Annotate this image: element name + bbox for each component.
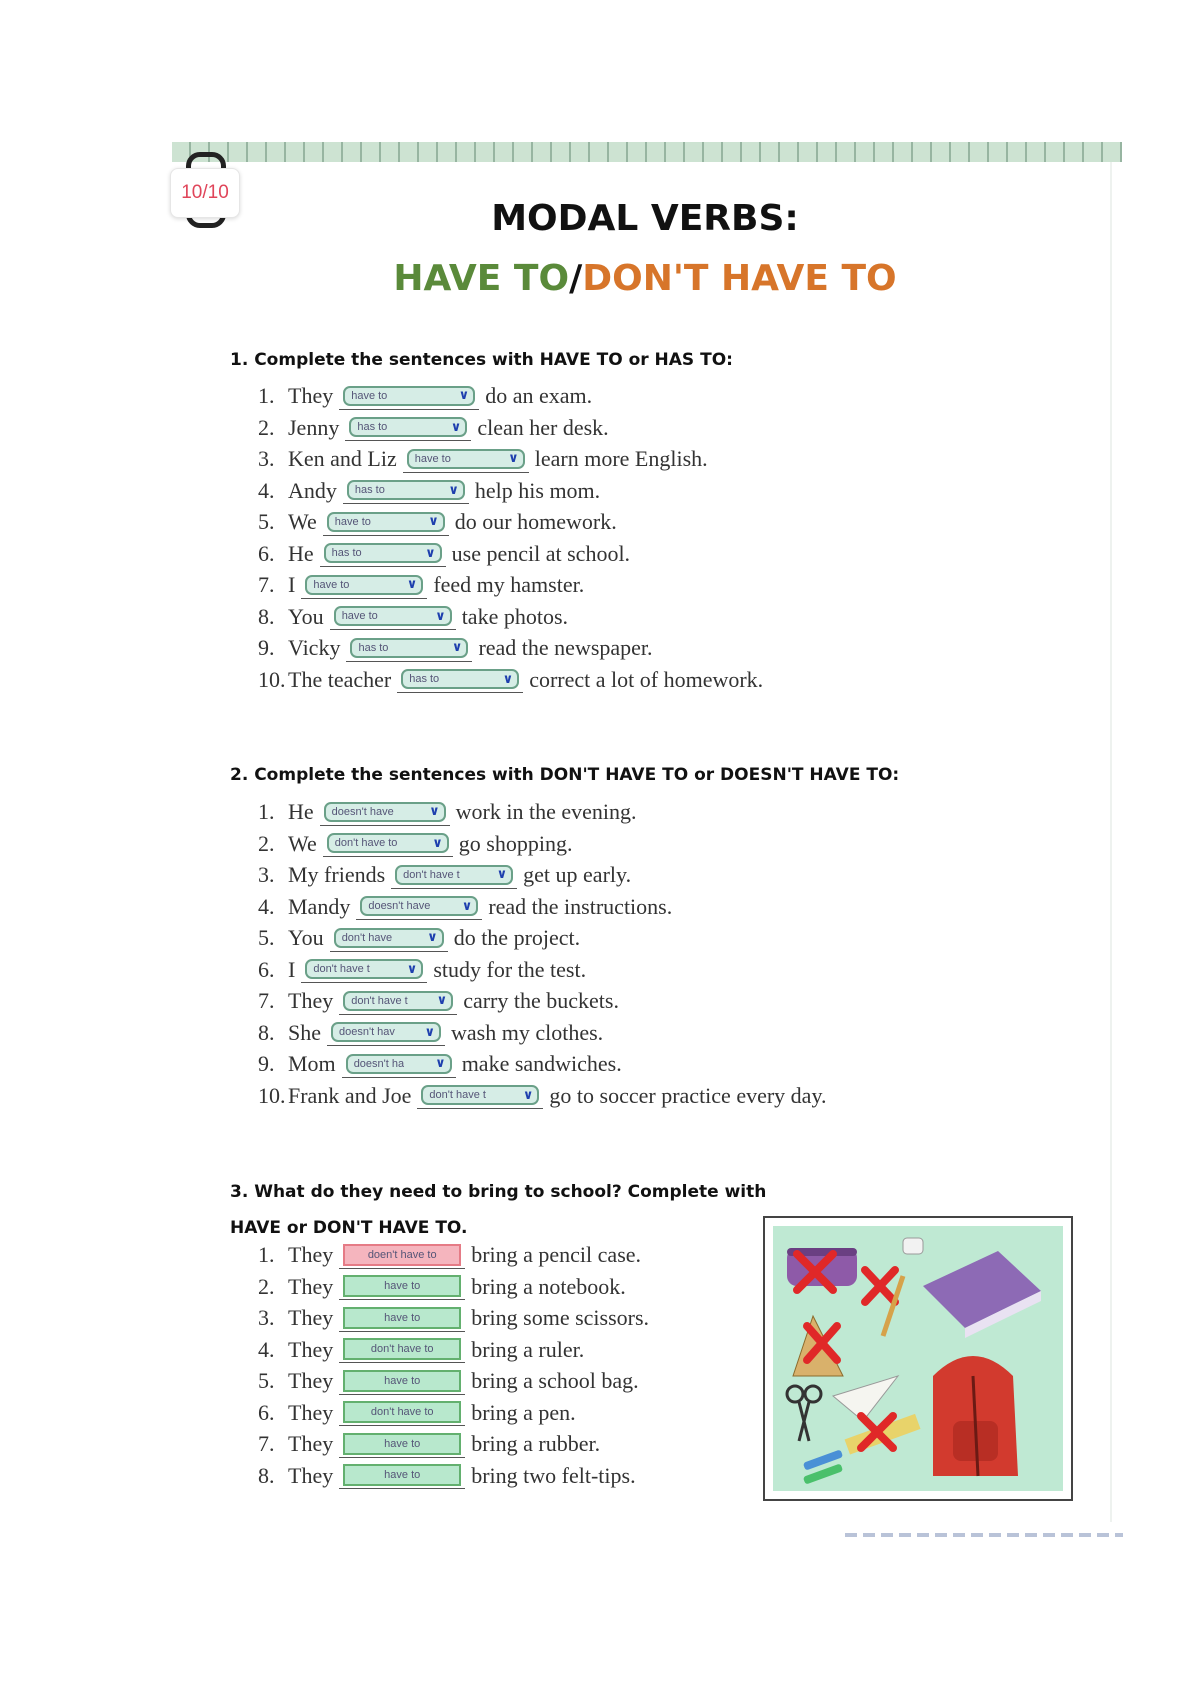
sentence-subject: Mom <box>288 1051 336 1076</box>
dropdown-value: has to <box>354 484 385 496</box>
sentence-subject: He <box>288 799 314 824</box>
item-number: 8. <box>258 603 275 629</box>
chevron-down-icon: ∨ <box>425 545 436 561</box>
sentence-ending: read the instructions. <box>488 893 673 919</box>
exercise-line <box>258 413 609 443</box>
dropdown-value: has to <box>331 547 362 559</box>
sentence-subject: They <box>288 1368 334 1393</box>
chevron-down-icon: ∨ <box>458 388 470 403</box>
sentence-ending: learn more English. <box>534 446 708 471</box>
sentence-subject: They <box>288 1431 334 1456</box>
section1-instruction: 1. Complete the sentences with HAVE TO or HAS TO: <box>230 350 733 370</box>
school-items-picture <box>763 1216 1073 1501</box>
item-number: 7. <box>258 988 275 1013</box>
exercise-line <box>258 1049 622 1079</box>
dropdown-value: have to <box>341 610 378 622</box>
answer-dropdown[interactable] <box>334 606 452 626</box>
exercise-line <box>258 1018 603 1048</box>
dropdown-value: has to <box>409 673 440 685</box>
dropdown-value: don't have t <box>403 868 460 881</box>
sentence-ending: work in the evening. <box>455 799 637 824</box>
sentence-subject: They <box>288 1273 334 1299</box>
sentence-subject: I <box>288 956 296 982</box>
chevron-down-icon: ∨ <box>448 482 459 498</box>
exercise-line <box>258 539 630 569</box>
item-number: 2. <box>258 414 275 440</box>
sentence-subject: They <box>288 1336 334 1362</box>
item-number: 4. <box>258 1336 275 1362</box>
exercise-line <box>258 986 619 1016</box>
answer-blank <box>339 1431 465 1458</box>
sentence-subject: My friends <box>288 862 386 887</box>
answer-blank <box>391 862 517 889</box>
dropdown-value: don't have t <box>313 963 370 975</box>
exercise-line <box>258 829 572 859</box>
sentence-ending: feed my hamster. <box>433 572 585 597</box>
sentence-ending: take photos. <box>461 603 569 629</box>
answer-blank <box>342 1051 456 1078</box>
answer-dropdown[interactable] <box>343 991 453 1011</box>
sentence-subject: Frank and Joe <box>288 1082 412 1108</box>
answer-blank <box>339 1242 465 1269</box>
sentence-ending: bring some scissors. <box>471 1305 650 1330</box>
answer-input[interactable]: have to <box>343 1433 461 1455</box>
dropdown-value: doesn't ha <box>353 1057 405 1070</box>
exercise-line <box>258 381 592 411</box>
exercise-line <box>258 1081 827 1111</box>
subtitle-slash: / <box>569 258 583 299</box>
answer-dropdown[interactable] <box>334 928 444 948</box>
chevron-down-icon: ∨ <box>522 1087 534 1103</box>
bottom-decoration <box>845 1533 1123 1537</box>
sentence-ending: use pencil at school. <box>451 540 631 566</box>
chevron-down-icon: ∨ <box>429 804 440 819</box>
sentence-subject: Vicky <box>288 635 341 660</box>
chevron-down-icon: ∨ <box>406 961 418 977</box>
sentence-ending: make sandwiches. <box>461 1051 622 1076</box>
dropdown-value: don't have to <box>334 837 398 849</box>
answer-blank <box>339 383 479 410</box>
exercise-line <box>258 570 584 600</box>
answer-blank <box>339 988 457 1015</box>
school-items-illustration <box>773 1226 1063 1491</box>
sentence-ending: bring a ruler. <box>471 1336 585 1362</box>
sentence-subject: They <box>288 383 334 408</box>
answer-dropdown[interactable] <box>324 802 446 822</box>
sentence-ending: clean her desk. <box>477 414 609 440</box>
dropdown-value: have to <box>313 578 350 591</box>
answer-dropdown[interactable] <box>331 1022 441 1042</box>
exercise-line <box>258 602 568 632</box>
answer-blank <box>339 1305 465 1332</box>
item-number: 8. <box>258 1019 275 1045</box>
dropdown-value: don't have <box>341 931 393 944</box>
item-number: 9. <box>258 1051 275 1076</box>
answer-blank <box>339 1368 465 1395</box>
sentence-ending: wash my clothes. <box>451 1019 604 1045</box>
dropdown-value: have to <box>414 452 451 465</box>
item-number: 2. <box>258 830 275 856</box>
answer-dropdown[interactable] <box>421 1085 539 1105</box>
sentence-ending: get up early. <box>523 862 632 887</box>
dropdown-value: doesn't hav <box>339 1026 395 1038</box>
exercise-line <box>258 1366 639 1396</box>
exercise-line <box>258 1335 584 1365</box>
exercise-line <box>258 1240 641 1270</box>
answer-blank <box>403 446 529 473</box>
answer-dropdown[interactable] <box>305 575 423 595</box>
answer-input[interactable]: doen't have to <box>343 1244 461 1266</box>
sentence-subject: Jenny <box>288 414 340 440</box>
item-number: 1. <box>258 1242 275 1267</box>
chevron-down-icon: ∨ <box>450 419 462 435</box>
answer-blank <box>320 799 450 826</box>
exercise-line <box>258 923 580 953</box>
dropdown-value: has to <box>357 421 388 433</box>
sentence-ending: do our homework. <box>454 509 617 534</box>
sentence-ending: bring a school bag. <box>471 1368 639 1393</box>
dropdown-value: has to <box>358 641 389 654</box>
item-number: 2. <box>258 1273 275 1299</box>
section2-instruction: 2. Complete the sentences with DON'T HAVE TO or DOESN'T HAVE TO: <box>230 765 900 785</box>
answer-blank <box>339 1336 465 1363</box>
exercise-line <box>258 476 600 506</box>
answer-blank <box>339 1273 465 1300</box>
exercise-line <box>258 1303 649 1333</box>
answer-blank <box>330 925 448 952</box>
page-title: MODAL VERBS: <box>491 198 799 239</box>
school-bag-icon <box>933 1356 1018 1476</box>
answer-input[interactable]: have to <box>343 1370 461 1392</box>
answer-blank <box>343 477 469 504</box>
sentence-ending: read the newspaper. <box>478 635 653 660</box>
sentence-subject: They <box>288 1242 334 1267</box>
sentence-subject: You <box>288 603 324 629</box>
answer-input[interactable]: have to <box>343 1307 461 1329</box>
eraser-icon <box>903 1238 923 1254</box>
exercise-line <box>258 1398 576 1428</box>
exercise-line <box>258 1461 636 1491</box>
page-subtitle <box>0 258 1200 299</box>
sentence-subject: We <box>288 509 317 534</box>
chevron-down-icon: ∨ <box>461 898 473 914</box>
sentence-subject: I <box>288 572 296 597</box>
sentence-subject: They <box>288 1462 334 1488</box>
sentence-subject: Ken and Liz <box>288 446 397 471</box>
dropdown-value: doesn't have <box>331 805 394 818</box>
item-number: 6. <box>258 956 275 982</box>
answer-dropdown[interactable] <box>327 833 449 853</box>
sentence-ending: bring two felt-tips. <box>471 1462 636 1488</box>
answer-blank <box>345 414 471 441</box>
sentence-ending: bring a rubber. <box>471 1431 601 1456</box>
dropdown-value: doesn't have <box>368 900 431 912</box>
sentence-subject: The teacher <box>288 666 392 692</box>
item-number: 4. <box>258 893 275 919</box>
dropdown-value: don't have t <box>351 994 408 1007</box>
answer-blank <box>320 540 446 567</box>
answer-input[interactable]: don't have to <box>343 1338 461 1360</box>
chevron-down-icon: ∨ <box>436 993 448 1008</box>
dropdown-value: don't have t <box>429 1089 486 1101</box>
sentence-ending: bring a pen. <box>471 1399 576 1425</box>
answer-dropdown[interactable] <box>305 959 423 979</box>
chevron-down-icon: ∨ <box>427 930 438 945</box>
exercise-line <box>258 892 672 922</box>
answer-dropdown[interactable] <box>327 512 445 532</box>
section3-instruction-line1: 3. What do they need to bring to school? Complete with <box>230 1182 767 1202</box>
sentence-subject: Mandy <box>288 893 351 919</box>
sentence-ending: correct a lot of homework. <box>529 666 764 692</box>
section3-instruction-line2: HAVE or DON'T HAVE TO. <box>230 1218 468 1238</box>
item-number: 1. <box>258 799 275 824</box>
answer-dropdown[interactable] <box>343 386 475 406</box>
exercise-line <box>258 507 617 537</box>
item-number: 3. <box>258 862 275 887</box>
item-number: 6. <box>258 1399 275 1425</box>
answer-dropdown[interactable] <box>360 896 478 916</box>
item-number: 5. <box>258 925 275 950</box>
item-number: 7. <box>258 572 275 597</box>
chevron-down-icon: ∨ <box>424 1024 435 1040</box>
exercise-line <box>258 797 637 827</box>
item-number: 5. <box>258 509 275 534</box>
item-number: 6. <box>258 540 275 566</box>
item-number: 1. <box>258 383 275 408</box>
top-ruler-strip <box>172 142 1122 162</box>
exercise-line <box>258 1429 600 1459</box>
item-number: 10. <box>258 666 286 692</box>
answer-blank <box>356 893 482 920</box>
chevron-down-icon: ∨ <box>496 867 508 882</box>
sentence-ending: bring a pencil case. <box>471 1242 642 1267</box>
sentence-ending: go shopping. <box>458 830 573 856</box>
chevron-down-icon: ∨ <box>502 671 514 687</box>
chevron-down-icon: ∨ <box>451 640 463 655</box>
sentence-subject: Andy <box>288 477 337 503</box>
sentence-subject: They <box>288 988 334 1013</box>
sentence-ending: carry the buckets. <box>463 988 619 1013</box>
sentence-subject: He <box>288 540 314 566</box>
item-number: 5. <box>258 1368 275 1393</box>
sentence-ending: go to soccer practice every day. <box>549 1082 827 1108</box>
answer-blank <box>323 830 453 857</box>
item-number: 3. <box>258 446 275 471</box>
answer-blank <box>323 509 449 536</box>
answer-dropdown[interactable] <box>401 669 519 689</box>
exercise-line <box>258 444 708 474</box>
item-number: 9. <box>258 635 275 660</box>
answer-input[interactable]: have to <box>343 1464 461 1486</box>
chevron-down-icon: ∨ <box>508 451 519 466</box>
answer-dropdown[interactable] <box>407 449 525 469</box>
answer-blank <box>397 666 523 693</box>
answer-blank <box>339 1399 465 1426</box>
answer-dropdown[interactable] <box>324 543 442 563</box>
chevron-down-icon: ∨ <box>432 835 443 851</box>
sentence-ending: do the project. <box>453 925 581 950</box>
answer-blank <box>346 635 472 662</box>
exercise-line <box>258 1272 626 1302</box>
answer-blank <box>330 603 456 630</box>
answer-dropdown[interactable] <box>349 417 467 437</box>
score-badge: 10/10 <box>170 168 240 218</box>
item-number: 10. <box>258 1082 286 1108</box>
subtitle-dont-have-to: DON'T HAVE TO <box>582 258 897 299</box>
answer-dropdown[interactable] <box>347 480 465 500</box>
exercise-line <box>258 860 631 890</box>
answer-dropdown[interactable] <box>350 638 468 658</box>
chevron-down-icon: ∨ <box>428 514 439 529</box>
item-number: 4. <box>258 477 275 503</box>
item-number: 3. <box>258 1305 275 1330</box>
chevron-down-icon: ∨ <box>435 1056 446 1071</box>
sentence-ending: study for the test. <box>433 956 587 982</box>
sentence-ending: bring a notebook. <box>471 1273 626 1299</box>
subtitle-have-to: HAVE TO <box>393 258 570 299</box>
sentence-subject: You <box>288 925 324 950</box>
page-edge <box>1110 162 1112 1522</box>
answer-blank <box>417 1082 543 1109</box>
exercise-line <box>258 955 586 985</box>
answer-blank <box>339 1462 465 1489</box>
dropdown-value: have to <box>351 389 388 402</box>
item-number: 8. <box>258 1462 275 1488</box>
sentence-ending: help his mom. <box>474 477 601 503</box>
answer-input[interactable]: don't have to <box>343 1401 461 1423</box>
answer-input[interactable]: have to <box>343 1275 461 1297</box>
answer-blank <box>327 1019 445 1046</box>
sentence-subject: She <box>288 1019 321 1045</box>
chevron-down-icon: ∨ <box>406 577 418 592</box>
answer-dropdown[interactable] <box>346 1054 452 1074</box>
dropdown-value: have to <box>334 515 371 528</box>
sentence-ending: do an exam. <box>485 383 593 408</box>
exercise-line <box>258 633 653 663</box>
answer-blank <box>301 572 427 599</box>
chevron-down-icon: ∨ <box>435 608 446 624</box>
answer-blank <box>301 956 427 983</box>
item-number: 7. <box>258 1431 275 1456</box>
sentence-subject: They <box>288 1305 334 1330</box>
sentence-subject: They <box>288 1399 334 1425</box>
sentence-subject: We <box>288 830 317 856</box>
exercise-line <box>258 665 763 695</box>
answer-dropdown[interactable] <box>395 865 513 885</box>
